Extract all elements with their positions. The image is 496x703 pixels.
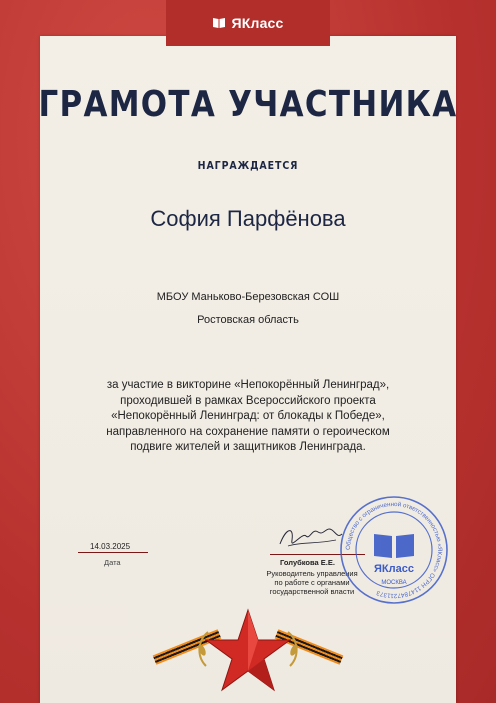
signer-role-line: Руководитель управления xyxy=(266,569,358,578)
date-label: Дата xyxy=(104,558,121,567)
stamp-city: МОСКВА xyxy=(381,580,407,586)
certificate-subtitle: НАГРАЖДАЕТСЯ xyxy=(197,160,299,172)
certificate-title: ГРАМОТА УЧАСТНИКА xyxy=(38,84,458,125)
red-star-icon xyxy=(188,606,308,703)
signer-name: Голубкова Е.Е. xyxy=(280,558,335,567)
description-line: подвиге жителей и защитников Ленинграда. xyxy=(130,441,366,453)
description-line: проходившей в рамках Всероссийского проекта xyxy=(120,394,376,407)
stamp-book-icon xyxy=(374,534,414,558)
description-line: направленного на сохранение памяти о героическом xyxy=(106,425,390,438)
region-name: Ростовская область xyxy=(197,314,299,326)
description xyxy=(70,378,426,456)
handwritten-signature xyxy=(276,518,346,554)
star-emblem xyxy=(188,606,308,703)
date-value: 14.03.2025 xyxy=(90,542,131,551)
stamp-center-text: ЯКласс xyxy=(374,563,414,575)
brand-ribbon xyxy=(166,0,330,46)
school-name: МБОУ Маньково-Березовская СОШ xyxy=(156,291,340,303)
date-line xyxy=(78,552,148,553)
book-icon xyxy=(212,16,226,30)
brand-name: ЯКласс xyxy=(231,15,284,31)
description-line: за участие в викторине «Непокорённый Ленинград», xyxy=(106,379,390,391)
recipient-name: София Парфёнова xyxy=(150,206,346,231)
stamp-ring-text: Общество с ограниченной ответственностью «ЯКласс» ОГРН 1147847211373 xyxy=(344,500,444,600)
signer-role-line: по работе с органами xyxy=(274,578,350,587)
description-line: «Непокорённый Ленинград: от блокады к Победе», xyxy=(111,410,385,422)
signer-role-line: государственной власти xyxy=(269,587,355,596)
official-stamp xyxy=(338,494,450,606)
